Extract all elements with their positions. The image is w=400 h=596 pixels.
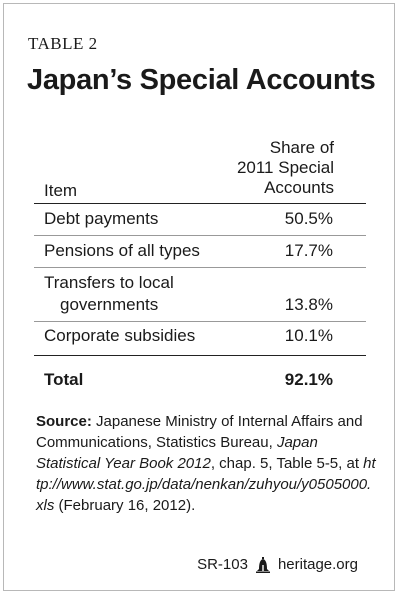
share-header-line: 2011 Special xyxy=(236,158,334,177)
footer xyxy=(197,556,358,573)
row-share: 50.5% xyxy=(284,209,333,228)
column-header-item: Item xyxy=(44,181,78,200)
source-publication: Japan Statistical Year Book 2012 xyxy=(36,434,318,472)
column-header-share xyxy=(184,138,334,198)
row-item: governments xyxy=(60,295,159,314)
source-date: (February 16, 2012). xyxy=(58,497,196,514)
row-item: Transfers to local xyxy=(44,273,174,292)
site-name: heritage.org xyxy=(277,556,358,573)
report-code: SR-103 xyxy=(197,556,248,573)
row-share: 13.8% xyxy=(284,295,333,314)
total-share: 92.1% xyxy=(284,370,333,389)
header-rule xyxy=(34,203,366,204)
row-divider xyxy=(34,321,366,322)
share-header-line: Share of xyxy=(269,138,334,157)
row-share: 17.7% xyxy=(284,241,333,260)
row-item: Pensions of all types xyxy=(44,241,200,260)
row-divider xyxy=(34,235,366,236)
source-text: Japanese Ministry of Internal Affairs and Communications, Statistics Bureau, xyxy=(36,413,363,451)
source-url: http://www.stat.go.jp/data/nenkan/zuhyou/y0505000.xls xyxy=(36,455,376,514)
table-label: TABLE 2 xyxy=(28,34,98,53)
total-item: Total xyxy=(44,370,84,389)
table-card xyxy=(3,3,395,591)
table-title: Japan’s Special Accounts xyxy=(27,64,376,96)
row-item: Debt payments xyxy=(44,209,159,228)
source-heading: Source: xyxy=(36,413,92,430)
source-text: , chap. 5, Table 5-5, at xyxy=(210,455,359,472)
row-item: Corporate subsidies xyxy=(44,326,196,345)
liberty-bell-icon xyxy=(256,557,270,573)
source-note xyxy=(36,411,376,516)
row-divider xyxy=(34,267,366,268)
row-share: 10.1% xyxy=(284,326,333,345)
total-rule xyxy=(34,355,366,356)
share-header-line: Accounts xyxy=(264,178,334,197)
